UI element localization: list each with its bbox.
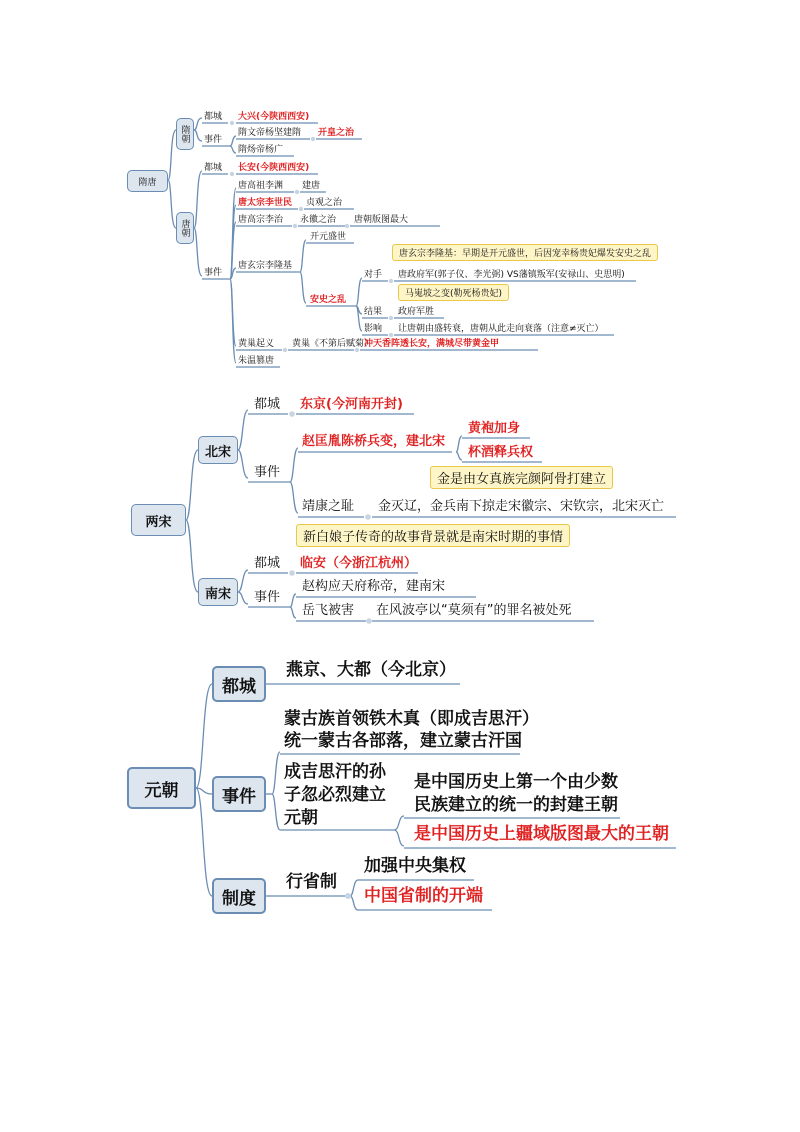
tang-zhuwen: 朱温篡唐 xyxy=(238,356,275,366)
tang-huangchao-line: 冲天香阵透长安，满城尽带黄金甲 xyxy=(364,339,500,349)
node-south-song-label: 南宋 xyxy=(204,586,231,602)
tang-taizong: 唐太宗李世民 xyxy=(238,198,293,208)
node-yuan-capital-label: 都城 xyxy=(222,676,256,697)
note-jin-text: 金是由女真族完颜阿骨打建立 xyxy=(437,472,607,487)
north-zhao-r1: 黄袍加身 xyxy=(468,421,521,436)
note-xuanzong xyxy=(392,244,658,261)
node-tang-label: 唐朝 xyxy=(179,219,190,237)
sui-capital: 大兴(今陕西西安) xyxy=(238,112,310,122)
tang-gaozong-r1: 永徽之治 xyxy=(300,215,337,225)
sui-event-1: 隋文帝杨坚建隋 xyxy=(238,128,302,138)
sui-events-label: 事件 xyxy=(204,135,223,145)
node-yuan-events-label: 事件 xyxy=(222,786,256,807)
yuan-system: 行省制 xyxy=(286,872,337,892)
anshi-result: 政府军胜 xyxy=(398,307,435,317)
yuan-event2-line2: 子忽必烈建立 xyxy=(284,785,386,805)
anshi-result-label: 结果 xyxy=(364,307,383,317)
north-zhao: 赵匡胤陈桥兵变，建北宋 xyxy=(302,434,446,449)
tang-huangchao-poem: 黄巢《不第后赋菊》 xyxy=(292,339,374,349)
tang-events-label: 事件 xyxy=(204,268,223,278)
tang-huangchao: 黄巢起义 xyxy=(238,339,275,349)
south-yuefei-detail: 在风波亭以“莫须有”的罪名被处死 xyxy=(376,603,572,618)
node-north-song-label: 北宋 xyxy=(204,444,231,460)
anshi-opponent: 唐政府军(郭子仪、李光弼) VS藩镇叛军(安禄山、史思明) xyxy=(398,270,625,280)
node-yuan-capital[interactable] xyxy=(212,666,266,702)
root-yuan[interactable] xyxy=(127,767,196,809)
sui-event-1-result: 开皇之治 xyxy=(318,128,355,138)
node-yuan-system-label: 制度 xyxy=(222,888,256,909)
north-zhao-r2: 杯酒释兵权 xyxy=(468,445,534,460)
root-liang-song-label: 两宋 xyxy=(145,514,172,530)
yuan-event2-r1-line2: 民族建立的统一的封建王朝 xyxy=(414,795,618,815)
sui-capital-label: 都城 xyxy=(204,112,223,122)
tang-capital: 长安(今陕西西安) xyxy=(238,163,310,173)
note-mawei xyxy=(398,284,509,301)
tang-anshi: 安史之乱 xyxy=(310,295,347,305)
yuan-event1-line1: 蒙古族首领铁木真（即成吉思汗） xyxy=(284,709,539,729)
south-zhaogou: 赵构应天府称帝，建南宋 xyxy=(302,579,446,594)
root-liang-song[interactable] xyxy=(131,504,186,536)
note-xuanzong-text: 唐玄宗李隆基：早期是开元盛世，后因宠幸杨贵妃爆发安史之乱 xyxy=(399,249,652,259)
note-mawei-text: 马嵬坡之变(勒死杨贵妃) xyxy=(405,289,503,299)
yuan-event2-r1-line1: 是中国历史上第一个由少数 xyxy=(414,772,618,792)
yuan-system-r2: 中国省制的开端 xyxy=(364,886,483,906)
node-tang[interactable] xyxy=(176,212,194,244)
north-jingkang-detail: 金灭辽，金兵南下掠走宋徽宗、宋钦宗，北宋灭亡 xyxy=(378,499,665,514)
node-yuan-events[interactable] xyxy=(212,776,266,812)
note-jin xyxy=(430,466,613,489)
root-sui-tang[interactable] xyxy=(127,170,168,192)
root-yuan-label: 元朝 xyxy=(144,780,179,801)
anshi-opponent-label: 对手 xyxy=(364,270,383,280)
node-sui[interactable] xyxy=(176,118,194,150)
node-north-song[interactable] xyxy=(198,436,238,464)
root-sui-tang-label: 隋唐 xyxy=(138,177,157,188)
north-capital-label: 都城 xyxy=(254,397,281,412)
north-capital: 东京(今河南开封) xyxy=(300,397,403,412)
note-baishe xyxy=(296,524,570,547)
tang-xuanzong: 唐玄宗李隆基 xyxy=(238,261,293,271)
tang-gaozu: 唐高祖李渊 xyxy=(238,181,284,191)
node-yuan-system[interactable] xyxy=(212,878,266,914)
yuan-capital: 燕京、大都（今北京） xyxy=(286,660,456,680)
yuan-system-r1: 加强中央集权 xyxy=(364,856,466,876)
tang-capital-label: 都城 xyxy=(204,163,223,173)
yuan-event1-line2: 统一蒙古各部落，建立蒙古汗国 xyxy=(284,731,522,751)
south-yuefei: 岳飞被害 xyxy=(302,603,355,618)
tang-gaozu-result: 建唐 xyxy=(302,181,321,191)
node-south-song[interactable] xyxy=(198,578,238,606)
yuan-event2-line3: 元朝 xyxy=(284,808,318,828)
anshi-impact-label: 影响 xyxy=(364,324,383,334)
node-sui-label: 隋朝 xyxy=(179,125,190,143)
yuan-event2-line1: 成吉思汗的孙 xyxy=(284,762,386,782)
south-capital-label: 都城 xyxy=(254,556,281,571)
north-events-label: 事件 xyxy=(254,465,281,480)
tang-kaiyuan: 开元盛世 xyxy=(310,232,347,242)
anshi-impact: 让唐朝由盛转衰，唐朝从此走向衰落（注意≠灭亡） xyxy=(398,324,604,334)
south-capital: 临安（今浙江杭州） xyxy=(300,556,418,571)
south-events-label: 事件 xyxy=(254,590,281,605)
tang-taizong-result: 贞观之治 xyxy=(306,198,343,208)
sui-event-2: 隋炀帝杨广 xyxy=(238,145,284,155)
tang-gaozong-r2: 唐朝版图最大 xyxy=(354,215,409,225)
tang-gaozong: 唐高宗李治 xyxy=(238,215,284,225)
yuan-event2-r2: 是中国历史上疆域版图最大的王朝 xyxy=(414,824,669,844)
north-jingkang: 靖康之耻 xyxy=(302,499,355,514)
note-baishe-text: 新白娘子传奇的故事背景就是南宋时期的事情 xyxy=(303,530,564,545)
